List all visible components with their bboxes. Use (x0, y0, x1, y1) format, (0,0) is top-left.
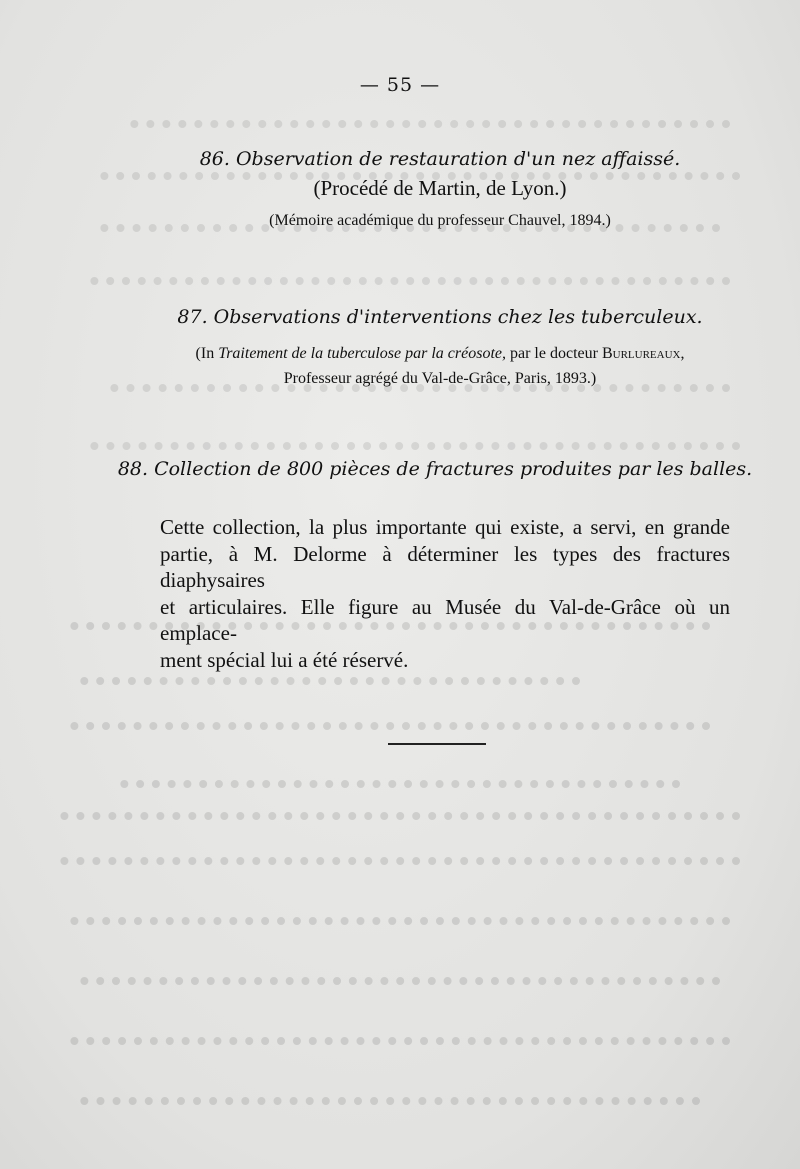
entry-87-note-line2: Professeur agrégé du Val-de-Grâce, Paris, 1893.) (283, 370, 597, 387)
body-line-4: ment spécial lui a été réservé. (160, 647, 409, 672)
entry-88-number: 88. (117, 458, 149, 480)
entry-88-title (0, 458, 800, 480)
entry-88-title-text: Collection de 800 pièces de fractures produites par les balles. (154, 458, 753, 480)
entry-87-title (0, 306, 800, 328)
section-divider-rule (388, 743, 486, 745)
entry-86-subtitle: (Procédé de Martin, de Lyon.) (313, 176, 567, 200)
body-line-3: et articulaires. Elle figure au Musée du Val-de-Grâce où un emplace- (160, 594, 730, 646)
body-line-1: Cette collection, la plus importante qui existe, a servi, en grande (160, 515, 730, 539)
entry-86-number: 86. (199, 148, 230, 170)
entry-87-note-line1 (0, 345, 800, 363)
entry-88-description (160, 514, 730, 674)
entry-86-note: (Mémoire académique du professeur Chauvel, 1894.) (269, 212, 611, 229)
entry-86-title (0, 148, 800, 170)
entry-87-note-open: (In (195, 345, 219, 362)
entry-87-number: 87. (177, 306, 208, 328)
body-line-2: partie, à M. Delorme à déterminer les types des fractures diaphysaires (160, 541, 730, 593)
page-number: — 55 — (359, 74, 441, 96)
entry-86-title-text: Observation de restauration d'un nez affaissé. (235, 148, 681, 170)
entry-87-title-text: Observations d'interventions chez les tuberculeux. (213, 306, 703, 328)
entry-87-note-author: Burlureaux, (601, 345, 685, 362)
entry-87-note-work-title: Traitement de la tuberculose par la créosote, (218, 345, 506, 362)
entry-87-note-by: par le docteur (506, 345, 602, 362)
